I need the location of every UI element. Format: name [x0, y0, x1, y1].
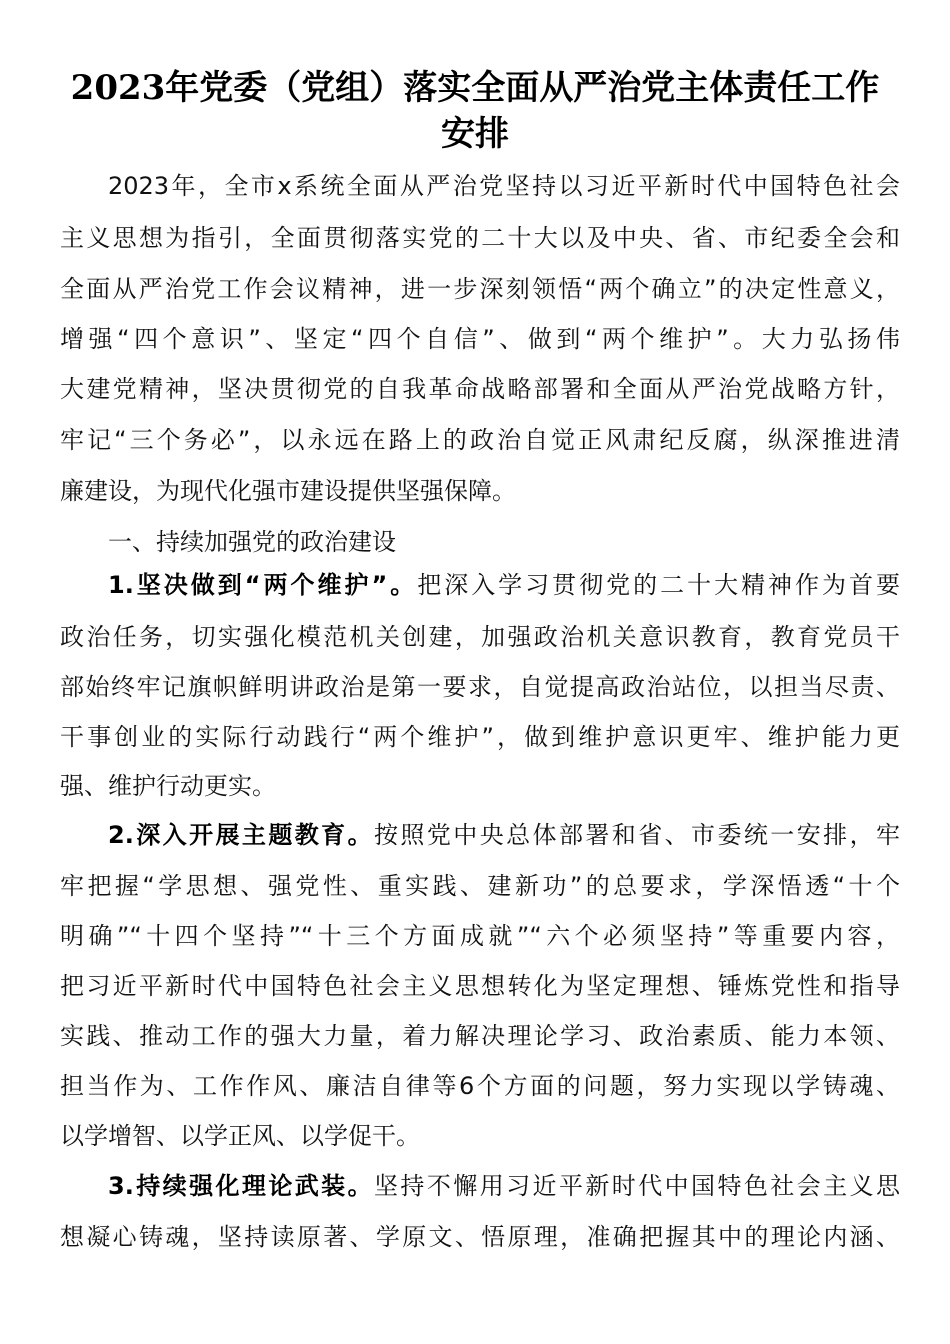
document-title-line-2: 安排: [441, 114, 509, 154]
intro-line: 增强“四个意识”、坚定“四个自信”、做到“两个维护”。大力弘扬伟: [60, 325, 900, 353]
intro-line: 全面从严治党工作会议精神，进一步深刻领悟“两个确立”的决定性意义，: [60, 275, 900, 303]
section-heading: 一、持续加强党的政治建设: [108, 528, 396, 556]
intro-line: 主义思想为指引，全面贯彻落实党的二十大以及中央、省、市纪委全会和: [60, 224, 900, 252]
item-2-first-line: [108, 817, 900, 853]
item-2-lead: 2.深入开展主题教育。: [108, 821, 375, 849]
intro-line: 2023年，全市x系统全面从严治党坚持以习近平新时代中国特色社会: [108, 172, 900, 200]
item-1-lead: 1.坚决做到“两个维护”。: [108, 571, 418, 599]
document-title-line-1: 2023年党委（党组）落实全面从严治党主体责任工作: [70, 68, 880, 108]
item-3-line: 想凝心铸魂，坚持读原著、学原文、悟原理，准确把握其中的理论内涵、: [60, 1223, 900, 1251]
item-2-line: 把习近平新时代中国特色社会主义思想转化为坚定理想、锤炼党性和指导: [60, 972, 900, 1000]
item-2-line: 牢把握“学思想、强党性、重实践、建新功”的总要求，学深悟透“十个: [60, 872, 900, 900]
item-2-first-text: 按照党中央总体部署和省、市委统一安排，牢: [374, 821, 900, 849]
item-2-line: 明确”“十四个坚持”“十三个方面成就”“六个必须坚持”等重要内容，: [60, 922, 900, 950]
item-1-line: 政治任务，切实强化模范机关创建，加强政治机关意识教育，教育党员干: [60, 623, 900, 651]
intro-line: 牢记“三个务必”，以永远在路上的政治自觉正风肃纪反腐，纵深推进清: [60, 426, 900, 454]
intro-line: 廉建设，为现代化强市建设提供坚强保障。: [60, 477, 516, 505]
item-1-line: 干事创业的实际行动践行“两个维护”，做到维护意识更牢、维护能力更: [60, 723, 900, 751]
item-1-first-line: [108, 567, 900, 603]
item-3-lead: 3.持续强化理论武装。: [108, 1172, 375, 1200]
item-3-first-text: 坚持不懈用习近平新时代中国特色社会主义思: [374, 1172, 900, 1200]
item-2-line: 实践、推动工作的强大力量，着力解决理论学习、政治素质、能力本领、: [60, 1022, 900, 1050]
item-1-first-text: 把深入学习贯彻党的二十大精神作为首要: [417, 571, 900, 599]
item-2-line: 以学增智、以学正风、以学促干。: [60, 1122, 420, 1150]
item-1-line: 强、维护行动更实。: [60, 772, 276, 800]
intro-line: 大建党精神，坚决贯彻党的自我革命战略部署和全面从严治党战略方针，: [60, 375, 900, 403]
item-1-line: 部始终牢记旗帜鲜明讲政治是第一要求，自觉提高政治站位，以担当尽责、: [60, 673, 900, 701]
item-2-line: 担当作为、工作作风、廉洁自律等6个方面的问题，努力实现以学铸魂、: [60, 1072, 900, 1100]
item-3-first-line: [108, 1168, 900, 1204]
